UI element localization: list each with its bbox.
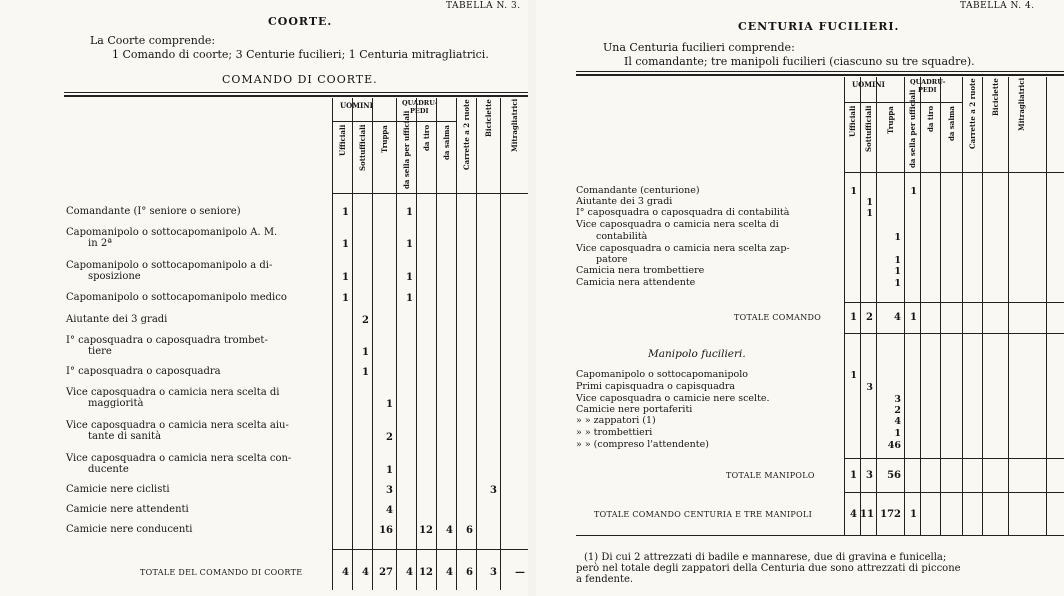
- left-page: [0, 0, 528, 596]
- row-label: Camicie nere attendenti: [66, 504, 189, 515]
- row-label: Comandante (centurione): [576, 185, 700, 196]
- header-col-8: Mitragliatrici: [1017, 78, 1026, 132]
- row-label: Vice caposquadra o camicia nera scelta di: [576, 219, 779, 230]
- row-label: Vice caposquadra o camicie nere scelte.: [576, 393, 770, 404]
- row-label: Aiutante dei 3 gradi: [576, 196, 673, 207]
- header-quadrupedi-1: QUADRU-: [402, 99, 438, 107]
- intro-line-1: La Coorte comprende:: [90, 34, 216, 47]
- col-rule: [1046, 77, 1047, 535]
- cell-value: 46: [887, 440, 901, 451]
- total-comando-label: TOTALE COMANDO: [734, 313, 822, 322]
- table-top-rule: [64, 95, 528, 97]
- total-value: 12: [419, 567, 433, 578]
- cell-value: 1: [894, 232, 901, 243]
- row-label: Capomanipolo o sottocapomanipolo a di-: [66, 260, 273, 271]
- manipolo-title: Manipolo fucilieri.: [648, 348, 746, 360]
- cell-value: 1: [386, 399, 393, 410]
- page-title: COORTE.: [268, 15, 333, 28]
- row-label: tante di sanità: [88, 431, 162, 442]
- row-label: Camicia nera attendente: [576, 277, 696, 288]
- row-label: Vice caposquadra o camicia nera scelta con-: [66, 453, 292, 464]
- row-label: Vice caposquadra o camicia nera scelta aiu-: [66, 420, 289, 431]
- header-col-2: Truppa: [380, 125, 389, 153]
- cell-value: 1: [406, 272, 413, 283]
- col-rule: [352, 98, 353, 590]
- total-value: 2: [866, 312, 873, 323]
- row-label: Vice caposquadra o camicia nera scelta zap-: [576, 243, 790, 254]
- cell-value: 2: [386, 432, 393, 443]
- manipolo-end-rule: [844, 492, 1064, 493]
- total-value: 1: [910, 509, 917, 520]
- cell-value: 1: [894, 255, 901, 266]
- header-uomini: UOMINI: [340, 101, 373, 110]
- cell-value: 12: [419, 525, 433, 536]
- header-col-7: Biciclette: [484, 99, 493, 137]
- total-value: 172: [880, 509, 901, 520]
- cell-value: 1: [850, 186, 857, 197]
- table-top-rule-thin: [576, 71, 1064, 72]
- header-col-8: Mitragliatrici: [510, 99, 519, 153]
- row-label: sposizione: [88, 271, 141, 282]
- header-col-1: Sottufficiali: [358, 125, 367, 172]
- table-subtitle: COMANDO DI COORTE.: [222, 73, 378, 86]
- header-col-4: da tiro: [926, 106, 935, 133]
- row-label: ducente: [88, 464, 129, 475]
- header-col-0: Ufficiali: [338, 125, 347, 157]
- cell-value: 1: [894, 266, 901, 277]
- cell-value: 3: [866, 382, 873, 393]
- col-rule: [456, 98, 457, 590]
- cell-value: 2: [362, 315, 369, 326]
- row-label: » » (compreso l'attendente): [576, 439, 709, 450]
- intro-line-1: Una Centuria fucilieri comprende:: [603, 41, 795, 54]
- comando-total-rule: [844, 302, 1064, 303]
- header-col-6: Carrette a 2 ruote: [968, 78, 977, 149]
- row-label: Comandante (I° seniore o seniore): [66, 206, 241, 217]
- row-label: contabilità: [596, 231, 648, 242]
- total-value: —: [515, 567, 525, 578]
- cell-value: 3: [490, 485, 497, 496]
- header-uomini: UOMINI: [852, 80, 885, 89]
- row-label: Camicie nere conducenti: [66, 524, 193, 535]
- header-group-rule: [332, 121, 456, 122]
- header-group-rule: [844, 102, 962, 103]
- total-value: 11: [860, 509, 874, 520]
- cell-value: 1: [342, 272, 349, 283]
- cell-value: 1: [342, 239, 349, 250]
- header-quadrupedi-2: PEDI: [918, 86, 937, 94]
- col-rule: [476, 98, 477, 590]
- table-bottom-rule: [576, 535, 1064, 536]
- cell-value: 2: [894, 405, 901, 416]
- col-rule: [876, 77, 877, 535]
- header-col-0: Ufficiali: [848, 106, 857, 138]
- col-rule: [844, 77, 845, 535]
- footnote-line-1: (1) Di cui 2 attrezzati di badile e mannarese, due di gravina e funicella;: [584, 552, 947, 563]
- col-rule: [920, 77, 921, 535]
- total-value: 56: [887, 470, 901, 481]
- cell-value: 1: [406, 207, 413, 218]
- col-rule: [904, 77, 905, 535]
- col-rule: [860, 77, 861, 535]
- col-rule: [500, 98, 501, 590]
- row-label: » » zappatori (1): [576, 415, 656, 426]
- total-manipolo-label: TOTALE MANIPOLO: [726, 471, 815, 480]
- cell-value: 1: [866, 197, 873, 208]
- total-value: 3: [866, 470, 873, 481]
- cell-value: 3: [386, 485, 393, 496]
- total-value: 4: [362, 567, 369, 578]
- footnote-line-2: però nel totale degli zappatori della Centuria due sono attrezzati di piccone: [576, 563, 961, 574]
- total-value: 1: [850, 312, 857, 323]
- cell-value: 1: [894, 428, 901, 439]
- cell-value: 1: [362, 347, 369, 358]
- total-value: 3: [490, 567, 497, 578]
- row-label: Camicie nere portaferiti: [576, 404, 693, 415]
- total-value: 4: [342, 567, 349, 578]
- total-value: 1: [850, 470, 857, 481]
- cell-value: 4: [894, 416, 901, 427]
- cell-value: 1: [342, 293, 349, 304]
- row-label: Aiutante dei 3 gradi: [66, 314, 168, 325]
- footnote-line-3: a fendente.: [576, 574, 634, 585]
- cell-value: 3: [894, 394, 901, 405]
- row-label: I° caposquadra o caposquadra: [66, 366, 221, 377]
- cell-value: 4: [386, 505, 393, 516]
- header-bottom-rule: [844, 172, 1064, 173]
- total-centuria-label: TOTALE COMANDO CENTURIA E TRE MANIPOLI: [594, 510, 813, 519]
- intro-line-2: 1 Comando di coorte; 3 Centurie fucilieri; 1 Centuria mitragliatrici.: [112, 48, 489, 61]
- col-rule: [982, 77, 983, 535]
- col-rule: [416, 98, 417, 590]
- row-label: Capomanipolo o sottocapomanipolo: [576, 369, 749, 380]
- header-col-7: Biciclette: [991, 78, 1000, 116]
- table-number: TABELLA N. 3.: [446, 1, 521, 11]
- header-col-5: da salma: [947, 106, 956, 141]
- total-value: 1: [910, 312, 917, 323]
- row-label: » » trombettieri: [576, 427, 653, 438]
- row-label: Capomanipolo o sottocapomanipolo A. M.: [66, 227, 278, 238]
- total-value: 6: [466, 567, 473, 578]
- header-col-4: da tiro: [422, 125, 431, 152]
- cell-value: 1: [342, 207, 349, 218]
- table-number: TABELLA N. 4.: [960, 1, 1035, 11]
- row-label: Capomanipolo o sottocapomanipolo medico: [66, 292, 287, 303]
- col-rule: [1008, 77, 1009, 535]
- row-label: Primi capisquadra o capisquadra: [576, 381, 736, 392]
- cell-value: 4: [446, 525, 453, 536]
- header-col-6: Carrette a 2 ruote: [462, 99, 471, 170]
- cell-value: 16: [379, 525, 393, 536]
- header-col-2: Truppa: [886, 106, 895, 134]
- header-col-3: da sella per ufficiali: [908, 89, 917, 168]
- header-col-5: da salma: [442, 125, 451, 160]
- cell-value: 6: [466, 525, 473, 536]
- row-label: Camicia nera trombettiere: [576, 265, 705, 276]
- col-rule: [332, 98, 333, 590]
- row-label: I° caposquadra o caposquadra trombet-: [66, 335, 268, 346]
- col-rule: [372, 98, 373, 590]
- col-rule: [436, 98, 437, 590]
- cell-value: 1: [910, 186, 917, 197]
- cell-value: 1: [894, 278, 901, 289]
- row-label: I° caposquadra o caposquadra di contabilità: [576, 207, 790, 218]
- header-bottom-rule: [332, 193, 528, 194]
- cell-value: 1: [406, 293, 413, 304]
- total-label: TOTALE DEL COMANDO DI COORTE: [140, 568, 303, 577]
- cell-value: 1: [850, 370, 857, 381]
- right-page: [536, 0, 1064, 596]
- table-top-rule-thin: [64, 92, 528, 93]
- row-label: in 2ª: [88, 238, 112, 249]
- header-quadrupedi-1: QUADRU-: [910, 78, 946, 86]
- col-rule: [962, 77, 963, 535]
- cell-value: 1: [386, 465, 393, 476]
- header-col-3: da sella per ufficiali: [402, 110, 411, 189]
- manipolo-total-rule: [844, 458, 1064, 459]
- total-rule: [332, 549, 528, 550]
- row-label: Camicie nere ciclisti: [66, 484, 170, 495]
- cell-value: 1: [866, 208, 873, 219]
- total-value: 4: [850, 509, 857, 520]
- col-rule: [940, 77, 941, 535]
- row-label: patore: [596, 254, 628, 265]
- row-label: maggiorità: [88, 398, 144, 409]
- header-quadrupedi-2: PEDI: [410, 107, 429, 115]
- header-col-1: Sottufficiali: [864, 106, 873, 153]
- table-top-rule: [576, 74, 1064, 76]
- total-value: 4: [446, 567, 453, 578]
- row-label: tiere: [88, 346, 112, 357]
- comando-end-rule: [844, 333, 1064, 334]
- page-title: CENTURIA FUCILIERI.: [738, 20, 900, 33]
- cell-value: 1: [362, 367, 369, 378]
- total-value: 4: [894, 312, 901, 323]
- intro-line-2: Il comandante; tre manipoli fucilieri (ciascuno su tre squadre).: [624, 55, 975, 68]
- cell-value: 1: [406, 239, 413, 250]
- row-label: Vice caposquadra o camicia nera scelta di: [66, 387, 280, 398]
- total-value: 4: [406, 567, 413, 578]
- col-rule: [396, 98, 397, 590]
- total-value: 27: [379, 567, 393, 578]
